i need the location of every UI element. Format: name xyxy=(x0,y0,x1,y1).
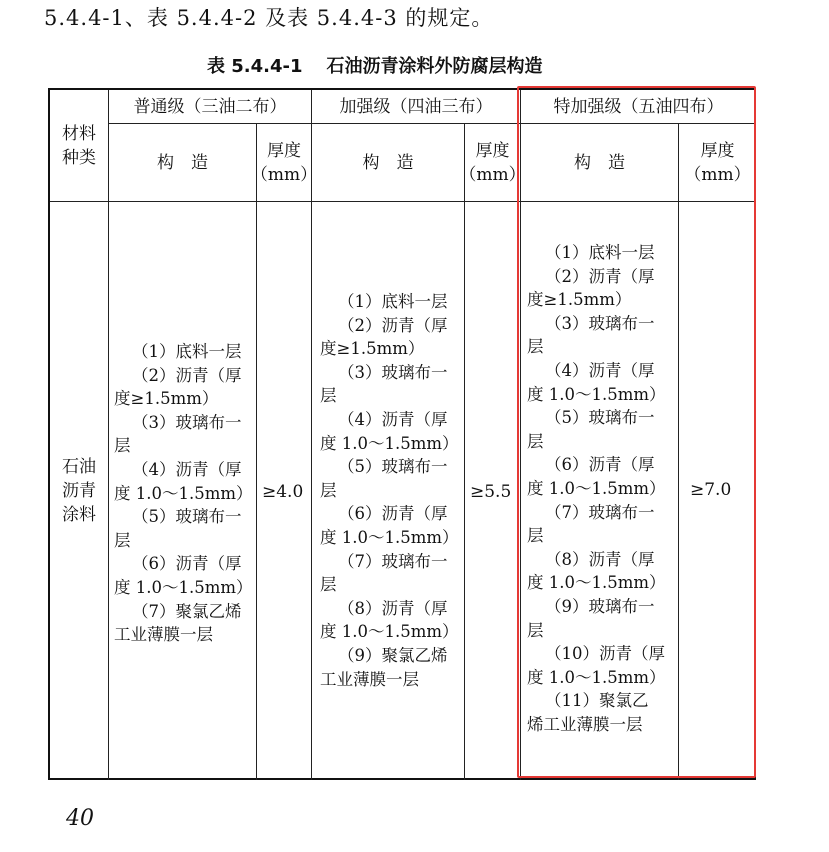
construction-line: （6）沥青（厚 xyxy=(545,455,655,475)
construction-line: （4）沥青（厚 xyxy=(545,360,655,380)
construction-line: （1）底料一层 xyxy=(545,243,655,262)
construction-line: （3）玻璃布一 xyxy=(545,313,655,333)
construction-line: 层 xyxy=(320,386,337,406)
construction-line: （8）沥青（厚 xyxy=(545,549,655,569)
construction-line: （7）玻璃布一 xyxy=(545,502,655,522)
col-rule xyxy=(464,123,465,780)
construction-line: （6）沥青（厚 xyxy=(338,504,448,524)
construction-line: （4）沥青（厚 xyxy=(132,459,242,479)
thickness-header-line: （mm） xyxy=(459,164,526,185)
material-name xyxy=(50,202,108,780)
material-header xyxy=(50,90,108,201)
thickness-normal: ≥4.0 xyxy=(262,482,304,502)
table-number: 表 5.4.4-1 xyxy=(207,56,303,77)
thickness-header-line: 厚度 xyxy=(700,140,735,161)
construction-line: 度 1.0～1.5mm） xyxy=(527,478,666,498)
construction-line: 度 1.0～1.5mm） xyxy=(527,384,666,404)
construction-line: 烯工业薄膜一层 xyxy=(527,714,643,734)
thickness-header-line: （mm） xyxy=(684,164,751,185)
construction-line: 度 1.0～1.5mm） xyxy=(320,527,459,547)
material-header-line: 种类 xyxy=(62,147,96,168)
construction-line: 度 1.0～1.5mm） xyxy=(320,622,459,642)
grade-header-extra: 特加强级（五油四布） xyxy=(553,96,724,117)
construction-line: 层 xyxy=(114,436,131,456)
construction-line: （4）沥青（厚 xyxy=(338,409,448,429)
thickness-header-line: （mm） xyxy=(250,164,318,185)
construction-line: 度≥1.5mm） xyxy=(114,389,219,409)
construction-line: （9）玻璃布一 xyxy=(545,596,655,616)
construct-header: 构 造 xyxy=(157,152,208,173)
material-name-line: 沥青 xyxy=(62,481,96,501)
construction-enhanced xyxy=(320,290,459,691)
intro-text: 5.4.4-1、表 5.4.4-2 及表 5.4.4-3 的规定。 xyxy=(44,6,494,30)
construction-line: 度 1.0～1.5mm） xyxy=(114,577,253,597)
construction-line: （2）沥青（厚 xyxy=(545,266,655,286)
material-name-line: 石油 xyxy=(62,457,96,477)
thickness-header-line: 厚度 xyxy=(475,140,510,161)
thickness-enhanced: ≥5.5 xyxy=(470,482,512,502)
construction-line: 层 xyxy=(527,620,544,640)
material-name-line: 涂料 xyxy=(62,505,96,525)
grade-header-enhanced: 加强级（四油三布） xyxy=(339,96,493,117)
construction-line: （3）玻璃布一 xyxy=(132,412,242,432)
construction-line: 层 xyxy=(320,480,337,500)
construction-line: 度 1.0～1.5mm） xyxy=(527,667,666,687)
construction-line: 度≥1.5mm） xyxy=(527,290,632,310)
construction-line: （2）沥青（厚 xyxy=(132,365,242,385)
construction-line: 工业薄膜一层 xyxy=(114,625,213,645)
construction-line: （7）聚氯乙烯 xyxy=(132,601,242,621)
construction-line: （10）沥青（厚 xyxy=(545,644,665,664)
construction-line: （8）沥青（厚 xyxy=(338,598,448,618)
construction-line: （1）底料一层 xyxy=(132,342,242,361)
construction-line: （9）聚氯乙烯 xyxy=(338,645,448,665)
construction-normal xyxy=(114,340,253,647)
construction-line: 度≥1.5mm） xyxy=(320,339,425,359)
construction-line: 度 1.0～1.5mm） xyxy=(114,483,253,503)
construction-line: （1）底料一层 xyxy=(338,292,448,311)
construction-line: 度 1.0～1.5mm） xyxy=(320,433,459,453)
thickness-extra: ≥7.0 xyxy=(690,480,732,500)
construction-line: 层 xyxy=(527,337,544,357)
construction-line: 层 xyxy=(114,530,131,550)
grade-header-normal: 普通级（三油二布） xyxy=(133,96,287,117)
thickness-header-line: 厚度 xyxy=(267,140,301,161)
construction-line: 工业薄膜一层 xyxy=(320,669,419,689)
construction-line: （5）玻璃布一 xyxy=(132,507,242,527)
construction-line: （2）沥青（厚 xyxy=(338,315,448,335)
construction-line: 层 xyxy=(320,575,337,595)
construction-line: （3）玻璃布一 xyxy=(338,362,448,382)
construction-line: （5）玻璃布一 xyxy=(545,408,655,428)
construct-header: 构 造 xyxy=(574,152,625,173)
construct-header: 构 造 xyxy=(362,152,414,173)
thickness-header xyxy=(459,124,526,201)
col-rule xyxy=(256,123,257,780)
material-header-line: 材料 xyxy=(62,123,96,144)
table-caption xyxy=(207,52,543,78)
thickness-header xyxy=(250,124,318,201)
construction-line: （7）玻璃布一 xyxy=(338,551,448,571)
table-title: 石油沥青涂料外防腐层构造 xyxy=(326,56,543,77)
construction-line: （6）沥青（厚 xyxy=(132,554,242,574)
construction-line: 层 xyxy=(527,526,544,546)
page-number: 40 xyxy=(66,806,94,831)
construction-line: 度 1.0～1.5mm） xyxy=(527,573,666,593)
construction-line: 层 xyxy=(527,431,544,451)
construction-line: （11）聚氯乙 xyxy=(545,691,649,711)
construction-line: （5）玻璃布一 xyxy=(338,457,448,477)
highlight-box xyxy=(517,86,756,778)
